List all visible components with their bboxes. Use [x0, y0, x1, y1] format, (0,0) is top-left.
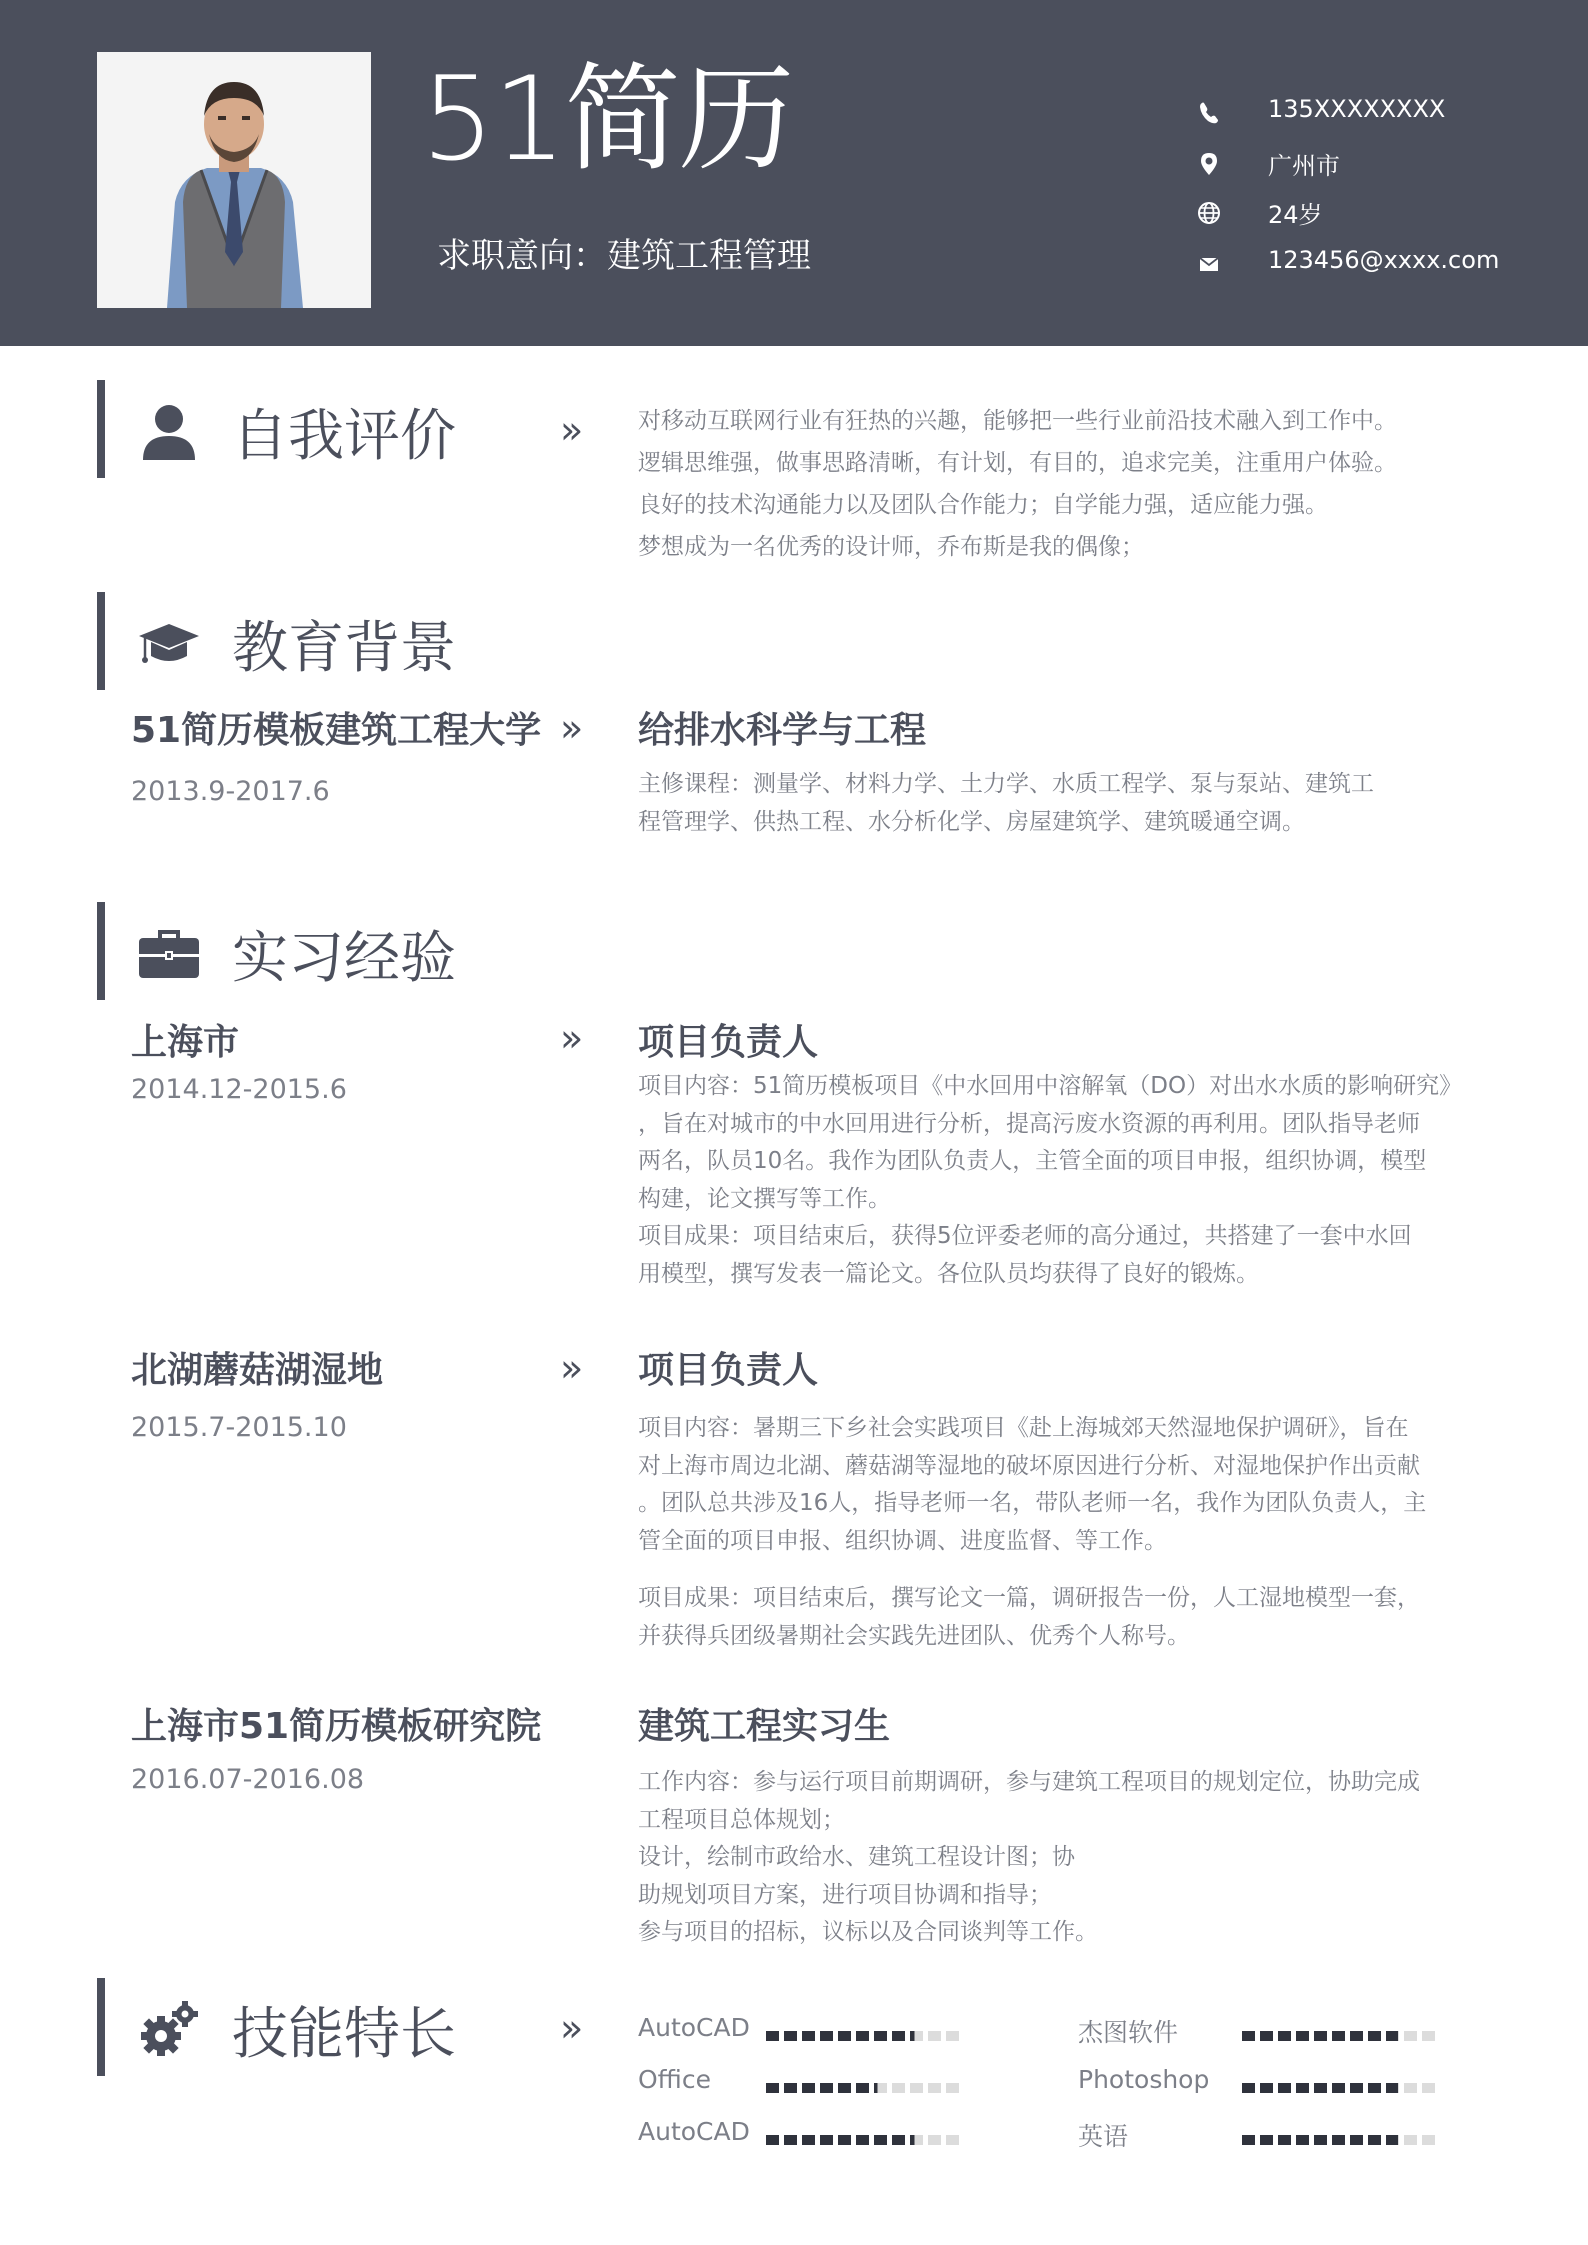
- school-name: 51简历模板建筑工程大学: [131, 710, 542, 751]
- skill-level-segment: [1386, 2135, 1399, 2145]
- globe-icon: [1196, 200, 1222, 226]
- skill-level-segment: [1278, 2083, 1291, 2093]
- skill-name: 杰图软件: [1078, 2018, 1179, 2047]
- skill-level-segment: [910, 2135, 923, 2145]
- skill-level-segment: [802, 2083, 815, 2093]
- skill-level-segment: [1368, 2031, 1381, 2041]
- skill-level-segment: [784, 2135, 797, 2145]
- profile-photo: [97, 52, 371, 308]
- double-chevron-right-icon: »: [560, 2006, 584, 2050]
- section-internship: [97, 902, 657, 1002]
- skill-name: Office: [638, 2065, 711, 2094]
- gears-icon: [137, 2000, 201, 2058]
- detail-line: 助规划项目方案，进行项目协调和指导；: [638, 1881, 1052, 1908]
- skill-level-segment: [802, 2135, 815, 2145]
- internship-details: [638, 1764, 1420, 1952]
- skill-item: [638, 2117, 1058, 2157]
- skill-level-segment: [928, 2083, 941, 2093]
- skill-level-segment: [1386, 2031, 1399, 2041]
- internship-role: 项目负责人: [638, 1350, 819, 1391]
- skill-level-segment: [838, 2031, 851, 2041]
- skill-level-segment: [1350, 2083, 1363, 2093]
- skill-level-segment: [892, 2031, 905, 2041]
- skill-level-segment: [1278, 2031, 1291, 2041]
- section-title: 教育背景: [232, 616, 456, 681]
- internship-results: [638, 1580, 1420, 1655]
- internship-details: [638, 1410, 1426, 1560]
- detail-line: 两名，队员10名。我作为团队负责人，主管全面的项目申报，组织协调，模型: [638, 1148, 1427, 1174]
- skill-level-segment: [1404, 2031, 1417, 2041]
- skill-level-segment: [928, 2135, 941, 2145]
- self-eval-line: 逻辑思维强，做事思路清晰，有计划，有目的，追求完美，注重用户体验。: [638, 450, 1397, 476]
- skill-level-segment: [1422, 2135, 1435, 2145]
- phone-icon: [1196, 100, 1222, 126]
- skill-level-segment: [946, 2083, 959, 2093]
- skill-level-segment: [766, 2083, 779, 2093]
- skill-level-segment: [910, 2031, 923, 2041]
- detail-line: 工程项目总体规划；: [638, 1806, 845, 1833]
- skill-level-segment: [874, 2031, 887, 2041]
- section-bar: [97, 1978, 105, 2076]
- skill-name: 英语: [1078, 2122, 1129, 2151]
- detail-line: ，旨在对城市的中水回用进行分析，提高污废水资源的再利用。团队指导老师: [638, 1110, 1420, 1137]
- contact-location: [1196, 143, 1556, 183]
- skill-level-segment: [856, 2031, 869, 2041]
- double-chevron-right-icon: »: [560, 408, 584, 452]
- skill-level-segment: [820, 2031, 833, 2041]
- section-title: 技能特长: [232, 2002, 456, 2067]
- internship-role: 建筑工程实习生: [638, 1706, 891, 1747]
- skill-level-segment: [1314, 2083, 1327, 2093]
- skill-level-segment: [1296, 2083, 1309, 2093]
- resume-name: 51简历: [421, 52, 793, 187]
- skill-level-segment: [1278, 2135, 1291, 2145]
- skill-level-segment: [1296, 2135, 1309, 2145]
- self-eval-line: 良好的技术沟通能力以及团队合作能力；自学能力强，适应能力强。: [638, 492, 1328, 518]
- self-eval-line: 梦想成为一名优秀的设计师，乔布斯是我的偶像；: [638, 534, 1144, 560]
- major-name: 给排水科学与工程: [638, 710, 927, 751]
- skill-level-segment: [784, 2031, 797, 2041]
- job-intent: 求职意向：建筑工程管理: [437, 236, 811, 276]
- skill-level-segment: [874, 2135, 887, 2145]
- skill-level-segment: [874, 2083, 887, 2093]
- double-chevron-right-icon: »: [560, 706, 584, 750]
- skill-level-segment: [1368, 2135, 1381, 2145]
- envelope-icon: [1196, 251, 1222, 277]
- skill-level-segment: [928, 2031, 941, 2041]
- skill-level-segment: [784, 2083, 797, 2093]
- skill-level-segment: [1314, 2135, 1327, 2145]
- skill-level-segment: [1368, 2083, 1381, 2093]
- detail-line: 项目成果：项目结束后，撰写论文一篇，调研报告一份，人工湿地模型一套，: [638, 1585, 1420, 1611]
- self-eval-text: [638, 400, 1397, 568]
- contact-location-text: 广州市: [1268, 152, 1340, 180]
- internship-role: 项目负责人: [638, 1022, 819, 1063]
- skill-level-segment: [1350, 2135, 1363, 2145]
- skill-level-segment: [856, 2083, 869, 2093]
- internship-period: 2015.7-2015.10: [131, 1412, 347, 1443]
- detail-line: 项目成果：项目结束后，获得5位评委老师的高分通过，共搭建了一套中水回: [638, 1223, 1412, 1249]
- internship-org: 上海市51简历模板研究院: [131, 1706, 542, 1747]
- graduation-cap-icon: [137, 614, 201, 672]
- contact-age-text: 24岁: [1268, 201, 1323, 229]
- contact-email-text: 123456@xxxx.com: [1268, 246, 1500, 274]
- detail-line: 参与项目的招标，议标以及合同谈判等工作。: [638, 1919, 1098, 1945]
- skill-level-segment: [1404, 2083, 1417, 2093]
- skill-level-segment: [1242, 2135, 1255, 2145]
- detail-line: 管全面的项目申报、组织协调、进度监督、等工作。: [638, 1527, 1167, 1554]
- skill-level-segment: [1296, 2031, 1309, 2041]
- skill-level-segment: [838, 2083, 851, 2093]
- skill-level-segment: [892, 2083, 905, 2093]
- skill-item: [1078, 2013, 1498, 2053]
- section-title: 实习经验: [232, 926, 456, 991]
- skill-level-segment: [1422, 2031, 1435, 2041]
- skill-level-segment: [946, 2135, 959, 2145]
- skill-level-segment: [802, 2031, 815, 2041]
- section-title: 自我评价: [232, 404, 456, 469]
- skill-level-segment: [1242, 2031, 1255, 2041]
- detail-line: 对上海市周边北湖、蘑菇湖等湿地的破坏原因进行分析、对湿地保护作出贡献: [638, 1452, 1420, 1479]
- detail-line: 构建，论文撰写等工作。: [638, 1185, 891, 1212]
- skill-level-segment: [946, 2031, 959, 2041]
- skill-level-segment: [766, 2135, 779, 2145]
- course-line: 程管理学、供热工程、水分析化学、房屋建筑学、建筑暖通空调。: [638, 808, 1305, 835]
- skill-level-segment: [1422, 2083, 1435, 2093]
- skill-item: [1078, 2065, 1498, 2105]
- course-line: 主修课程：测量学、材料力学、土力学、水质工程学、泵与泵站、建筑工: [638, 771, 1374, 797]
- skill-level-segment: [910, 2083, 923, 2093]
- skill-name: AutoCAD: [638, 2013, 750, 2042]
- skill-level-segment: [1260, 2031, 1273, 2041]
- skill-level-segment: [1332, 2135, 1345, 2145]
- double-chevron-right-icon: »: [560, 1346, 584, 1390]
- skill-level-segment: [1242, 2083, 1255, 2093]
- internship-org: 上海市: [131, 1022, 240, 1063]
- self-eval-line: 对移动互联网行业有狂热的兴趣，能够把一些行业前沿技术融入到工作中。: [638, 408, 1397, 434]
- skill-level-segment: [820, 2083, 833, 2093]
- detail-line: 并获得兵团级暑期社会实践先进团队、优秀个人称号。: [638, 1622, 1190, 1649]
- skill-name: AutoCAD: [638, 2117, 750, 2146]
- resume-header: [0, 0, 1588, 346]
- skill-level-segment: [1350, 2031, 1363, 2041]
- section-bar: [97, 592, 105, 690]
- skill-name: Photoshop: [1078, 2065, 1210, 2094]
- skill-level-segment: [1386, 2083, 1399, 2093]
- education-courses: [638, 766, 1374, 841]
- education-period: 2013.9-2017.6: [131, 776, 330, 807]
- contact-age: [1196, 192, 1556, 232]
- detail-line: 设计，绘制市政给水、建筑工程设计图；协: [638, 1844, 1075, 1870]
- skill-item: [638, 2013, 1058, 2053]
- skill-level-segment: [838, 2135, 851, 2145]
- section-bar: [97, 902, 105, 1000]
- internship-period: 2016.07-2016.08: [131, 1764, 365, 1795]
- skill-item: [1078, 2117, 1498, 2157]
- person-icon: [137, 402, 201, 460]
- detail-line: 项目内容：暑期三下乡社会实践项目《赴上海城郊天然湿地保护调研》，旨在: [638, 1415, 1409, 1441]
- double-chevron-right-icon: »: [560, 1016, 584, 1060]
- detail-line: 用模型，撰写发表一篇论文。各位队员均获得了良好的锻炼。: [638, 1260, 1259, 1287]
- internship-details: [638, 1068, 1462, 1293]
- skill-level-segment: [1332, 2083, 1345, 2093]
- contact-phone-text: 135XXXXXXXX: [1268, 95, 1446, 123]
- skill-level-segment: [1404, 2135, 1417, 2145]
- skill-level-segment: [820, 2135, 833, 2145]
- section-bar: [97, 380, 105, 478]
- skill-level-segment: [856, 2135, 869, 2145]
- contact-email: [1196, 243, 1556, 283]
- skill-item: [638, 2065, 1058, 2105]
- skill-level-segment: [892, 2135, 905, 2145]
- contact-phone: [1196, 92, 1556, 132]
- skill-level-segment: [766, 2031, 779, 2041]
- internship-org: 北湖蘑菇湖湿地: [131, 1350, 384, 1391]
- detail-line: 工作内容：参与运行项目前期调研，参与建筑工程项目的规划定位，协助完成: [638, 1769, 1420, 1795]
- skill-level-segment: [1260, 2135, 1273, 2145]
- skill-level-segment: [1314, 2031, 1327, 2041]
- detail-line: 项目内容：51简历模板项目《中水回用中溶解氧（DO）对出水水质的影响研究》: [638, 1073, 1463, 1099]
- detail-line: 。团队总共涉及16人，指导老师一名，带队老师一名，我作为团队负责人，主: [638, 1490, 1427, 1516]
- briefcase-icon: [137, 924, 201, 982]
- section-education: [97, 592, 657, 692]
- skill-level-segment: [1332, 2031, 1345, 2041]
- location-pin-icon: [1196, 151, 1222, 177]
- skill-level-segment: [1260, 2083, 1273, 2093]
- internship-period: 2014.12-2015.6: [131, 1074, 347, 1105]
